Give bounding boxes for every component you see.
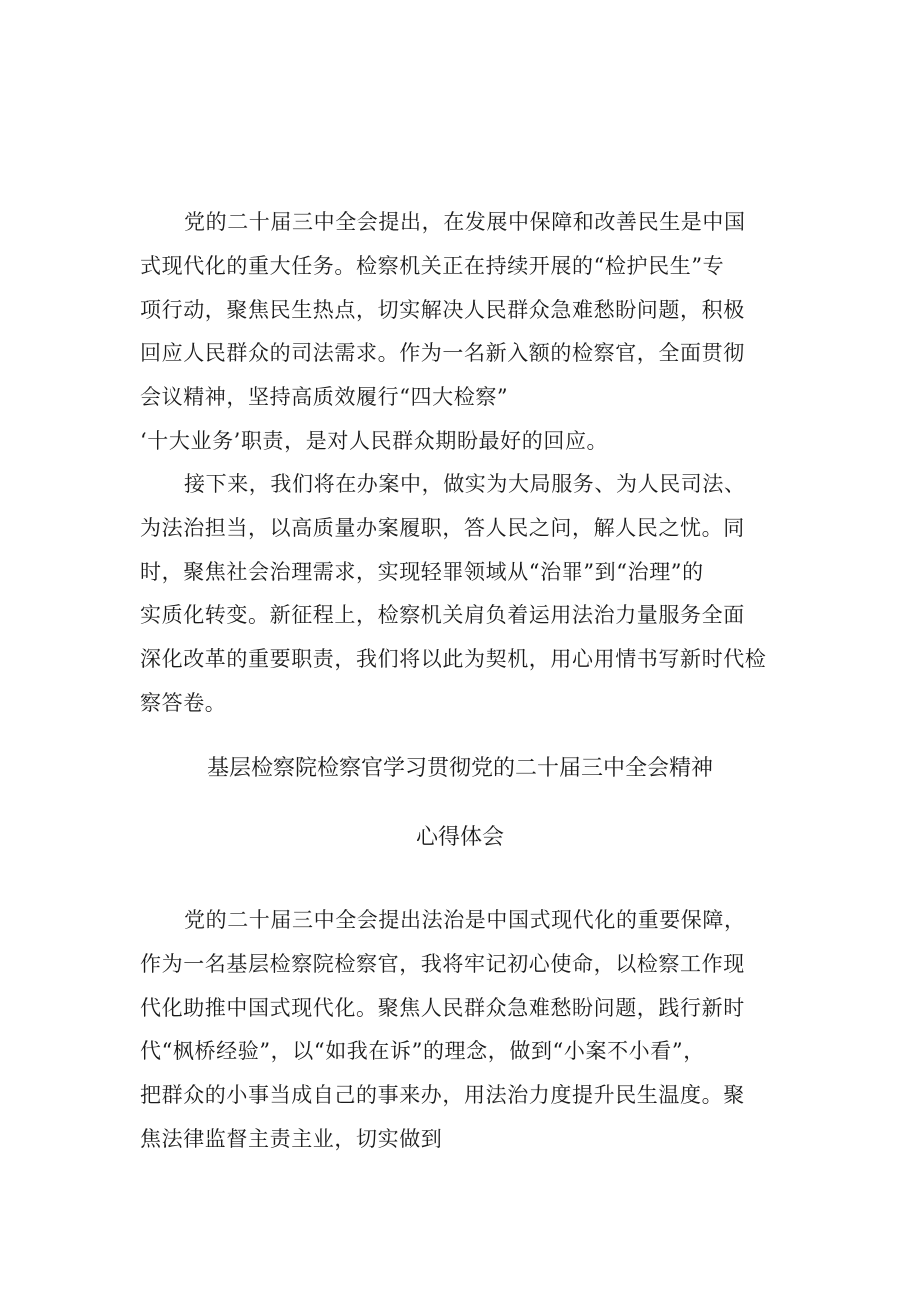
paragraph-line: 会议精神，坚持高质效履行“四大检察” <box>140 385 509 410</box>
article-title-line-2: 心得体会 <box>415 825 504 850</box>
paragraph-line: 代化助推中国式现代化。聚焦人民群众急难愁盼问题，践行新时 <box>140 995 745 1020</box>
paragraph-line: 察答卷。 <box>140 690 227 715</box>
paragraph-line: 作为一名基层检察院检察官，我将牢记初心使命，以检察工作现 <box>140 951 745 976</box>
paragraph-line: 回应人民群众的司法需求。作为一名新入额的检察官，全面贯彻 <box>140 341 745 366</box>
paragraph-line: 时，聚焦社会治理需求，实现轻罪领域从“治罪”到“治理”的 <box>140 559 704 584</box>
paragraph-line: 项行动，聚焦民生热点，切实解决人民群众急难愁盼问题，积极 <box>140 297 745 322</box>
paragraph-2 <box>140 463 790 726</box>
paragraph-line: 式现代化的重大任务。检察机关正在持续开展的“检护民生”专 <box>140 253 725 278</box>
paragraph-line: 党的二十届三中全会提出，在发展中保障和改善民生是中国 <box>184 210 746 234</box>
paragraph-line: ‘十大业务’职责，是对人民群众期盼最好的回应。 <box>140 428 609 453</box>
paragraph-line: 代“枫桥经验”，以“如我在诉”的理念，做到“小案不小看”， <box>140 1039 705 1064</box>
paragraph-line: 把群众的小事当成自己的事来办，用法治力度提升民生温度。聚 <box>140 1083 745 1108</box>
paragraph-line: 深化改革的重要职责，我们将以此为契机，用心用情书写新时代检 <box>140 647 767 672</box>
paragraph-line: 焦法律监督主责主业，切实做到 <box>140 1126 443 1151</box>
paragraph-line: 实质化转变。新征程上，检察机关肩负着运用法治力量服务全面 <box>140 603 745 628</box>
paragraph-1 <box>140 201 790 464</box>
paragraph-3 <box>140 899 790 1162</box>
paragraph-line: 接下来，我们将在办案中，做实为大局服务、为人民司法、 <box>184 472 746 496</box>
article-title-line-1: 基层检察院检察官学习贯彻党的二十届三中全会精神 <box>206 756 713 781</box>
paragraph-line: 党的二十届三中全会提出法治是中国式现代化的重要保障， <box>184 908 746 932</box>
paragraph-line: 为法治担当，以高质量办案履职，答人民之问，解人民之忧。同 <box>140 515 745 540</box>
